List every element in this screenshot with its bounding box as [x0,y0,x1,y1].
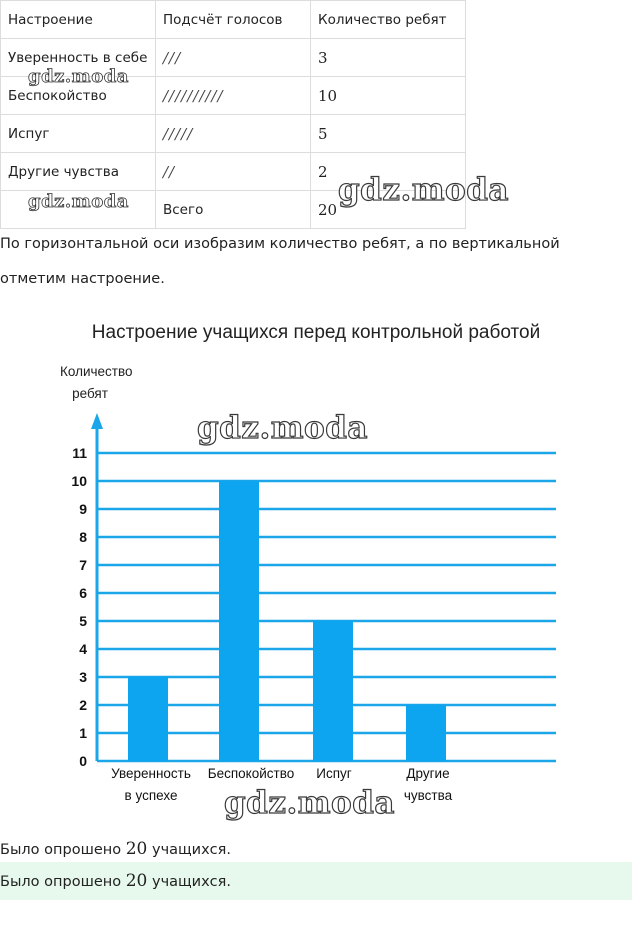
bar [128,677,168,761]
watermark: gdz.moda [28,66,129,87]
y-tick-label: 7 [79,557,87,573]
header-count: Количество ребят [311,1,466,39]
tally-cell: /// [156,39,311,77]
total-value: 20 [311,191,466,229]
watermark: gdz.moda [197,410,368,446]
watermark: gdz.moda [338,172,509,208]
answer-suffix: учащихся. [147,874,231,890]
y-tick-label: 10 [71,473,87,489]
y-tick-label: 11 [72,445,87,461]
tally-cell: ////////// [156,77,311,115]
table-row [1,115,466,153]
count-cell: 3 [311,39,466,77]
explanation-line-1: По горизонтальной оси изобразим количество ребят, а по вертикальной [0,236,560,252]
bar [219,481,259,761]
count-cell: 10 [311,77,466,115]
chart-title: Настроение учащихся перед контрольной работой [91,322,541,343]
tally-cell: ///// [156,115,311,153]
tally-cell: // [156,153,311,191]
answer-number: 20 [125,871,148,891]
answer-prefix: Было опрошено [0,842,126,858]
y-tick-label: 9 [79,501,87,517]
bar [406,705,446,761]
y-tick-label: 8 [79,529,87,545]
x-tick-label: Испуг [316,766,352,781]
answer-prefix: Было опрошено [0,874,126,890]
y-tick-label: 6 [79,585,87,601]
x-tick-label: Другие [406,766,450,781]
mood-cell: Уверенность в себе [1,39,156,77]
x-tick-label: Уверенность [111,766,191,781]
x-tick-label: в успехе [124,788,178,803]
count-cell: 5 [311,115,466,153]
header-mood: Настроение [1,1,156,39]
y-tick-label: 3 [79,669,87,685]
mood-cell: Другие чувства [1,153,156,191]
y-axis-arrow-icon [91,413,103,429]
y-axis-title-line-2: ребят [72,386,108,401]
total-label: Всего [156,191,311,229]
header-tally: Подсчёт голосов [156,1,311,39]
count-cell: 2 [311,153,466,191]
answer-highlight [0,862,632,900]
bar-chart [0,395,632,815]
y-tick-label: 2 [79,697,87,713]
mood-cell: Беспокойство [1,77,156,115]
table-header-row [1,1,466,39]
y-tick-label: 1 [79,725,87,741]
y-tick-label: 0 [79,753,87,769]
x-tick-label: Беспокойство [207,766,295,781]
y-tick-label: 4 [79,641,87,657]
y-axis-title-line-1: Количество [60,364,133,379]
y-tick-label: 5 [79,613,87,629]
answer-number: 20 [125,839,148,859]
explanation-line-2: отметим настроение. [0,271,165,287]
bar [313,621,353,761]
watermark: gdz.moda [224,785,395,821]
answer-suffix: учащихся. [147,842,231,858]
x-tick-label: чувства [403,788,453,803]
watermark: gdz.moda [28,191,129,212]
answer-text [0,839,231,859]
mood-cell: Испуг [1,115,156,153]
